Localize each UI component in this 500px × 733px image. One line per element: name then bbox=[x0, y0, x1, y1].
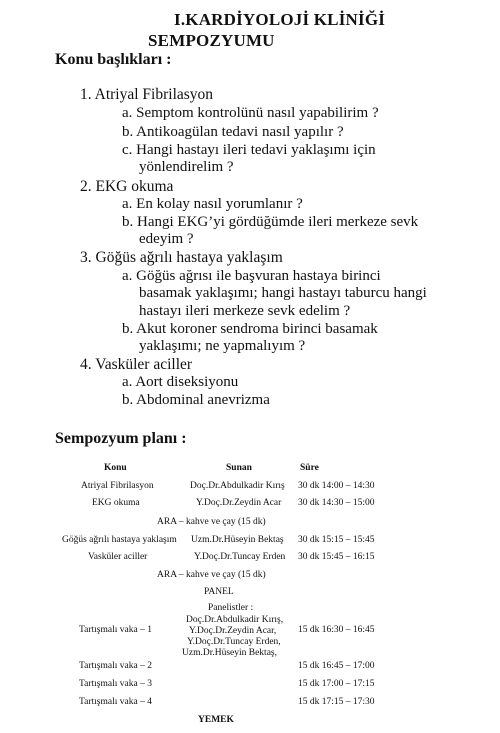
panelist-1: Doç.Dr.Abdulkadir Kırış, bbox=[186, 615, 284, 625]
topic-3-label: 3. Göğüs ağrılı hastaya yaklaşım bbox=[80, 249, 283, 266]
case-1-duration: 15 dk 16:30 – 16:45 bbox=[298, 625, 375, 635]
row-4-duration: 30 dk 15:45 – 16:15 bbox=[298, 552, 375, 562]
case-4-duration: 15 dk 17:15 – 17:30 bbox=[298, 697, 375, 707]
topic-1-c-cont: yönlendirelim ? bbox=[139, 159, 234, 175]
topic-2-b: b. Hangi EKG’yi gördüğümde ileri merkeze sevk bbox=[122, 214, 419, 230]
title-line-2: SEMPOZYUMU bbox=[148, 31, 275, 50]
row-3-duration: 30 dk 15:15 – 15:45 bbox=[298, 535, 375, 545]
title-line-1: I.KARDİYOLOJİ KLİNİĞİ bbox=[174, 10, 386, 29]
row-1-duration: 30 dk 14:00 – 14:30 bbox=[298, 481, 375, 491]
row-3-speaker: Uzm.Dr.Hüseyin Bektaş bbox=[191, 535, 284, 545]
topic-2-b-cont: edeyim ? bbox=[139, 231, 194, 247]
case-3-duration: 15 dk 17:00 – 17:15 bbox=[298, 679, 375, 689]
case-2-topic: Tartışmalı vaka – 2 bbox=[79, 661, 152, 671]
topic-3-b: b. Akut koroner sendroma birinci basamak bbox=[122, 321, 378, 337]
topic-3-a-cont-1: basamak yaklaşımı; hangi hastayı taburcu hangi bbox=[139, 285, 427, 301]
panelist-3: Y.Doç.Dr.Tuncay Erden, bbox=[187, 637, 281, 647]
panelist-2: Y.Doç.Dr.Zeydin Acar, bbox=[189, 626, 277, 636]
topic-4-b: b. Abdominal anevrizma bbox=[122, 392, 270, 408]
row-2-topic: EKG okuma bbox=[92, 498, 140, 508]
footer-dinner: YEMEK bbox=[198, 715, 234, 725]
topic-3-a-cont-2: hastayı ileri merkeze sevk edelim ? bbox=[139, 303, 351, 319]
case-2-duration: 15 dk 16:45 – 17:00 bbox=[298, 661, 375, 671]
case-1-topic: Tartışmalı vaka – 1 bbox=[79, 625, 152, 635]
column-topic: Konu bbox=[104, 463, 127, 473]
topic-3-a: a. Göğüs ağrısı ile başvuran hastaya birinci bbox=[122, 268, 381, 284]
plan-heading: Sempozyum planı : bbox=[55, 430, 187, 447]
topic-4-a: a. Aort diseksiyonu bbox=[122, 374, 239, 390]
topic-2-a: a. En kolay nasıl yorumlanır ? bbox=[122, 196, 303, 212]
row-1-speaker: Doç.Dr.Abdulkadir Kırış bbox=[190, 481, 285, 491]
break-2: ARA – kahve ve çay (15 dk) bbox=[157, 570, 266, 580]
row-1-topic: Atriyal Fibrilasyon bbox=[81, 481, 154, 491]
row-4-topic: Vasküler aciller bbox=[88, 552, 148, 562]
topic-1-a: a. Semptom kontrolünü nasıl yapabilirim ? bbox=[122, 105, 379, 121]
row-3-topic: Göğüs ağrılı hastaya yaklaşım bbox=[62, 535, 177, 545]
panelists-heading: Panelistler : bbox=[208, 603, 254, 613]
topic-3-b-cont: yaklaşımı; ne yapmalıyım ? bbox=[139, 338, 306, 354]
row-2-speaker: Y.Doç.Dr.Zeydin Acar bbox=[196, 498, 282, 508]
column-speaker: Sunan bbox=[226, 463, 252, 473]
panelist-4: Uzm.Dr.Hüseyin Bektaş, bbox=[182, 648, 277, 658]
row-4-speaker: Y.Doç.Dr.Tuncay Erden bbox=[194, 552, 286, 562]
case-4-topic: Tartışmalı vaka – 4 bbox=[79, 697, 152, 707]
case-3-topic: Tartışmalı vaka – 3 bbox=[79, 679, 152, 689]
topic-2-label: 2. EKG okuma bbox=[80, 178, 174, 195]
topics-heading: Konu başlıkları : bbox=[55, 51, 172, 68]
column-duration: Süre bbox=[300, 463, 319, 473]
row-2-duration: 30 dk 14:30 – 15:00 bbox=[298, 498, 375, 508]
panel-title: PANEL bbox=[204, 587, 234, 597]
break-1: ARA – kahve ve çay (15 dk) bbox=[157, 517, 266, 527]
topic-1-label: 1. Atriyal Fibrilasyon bbox=[80, 86, 214, 103]
topic-1-b: b. Antikoagülan tedavi nasıl yapılır ? bbox=[122, 124, 344, 140]
topic-4-label: 4. Vasküler aciller bbox=[80, 356, 193, 373]
topic-1-c: c. Hangi hastayı ileri tedavi yaklaşımı için bbox=[122, 142, 376, 158]
